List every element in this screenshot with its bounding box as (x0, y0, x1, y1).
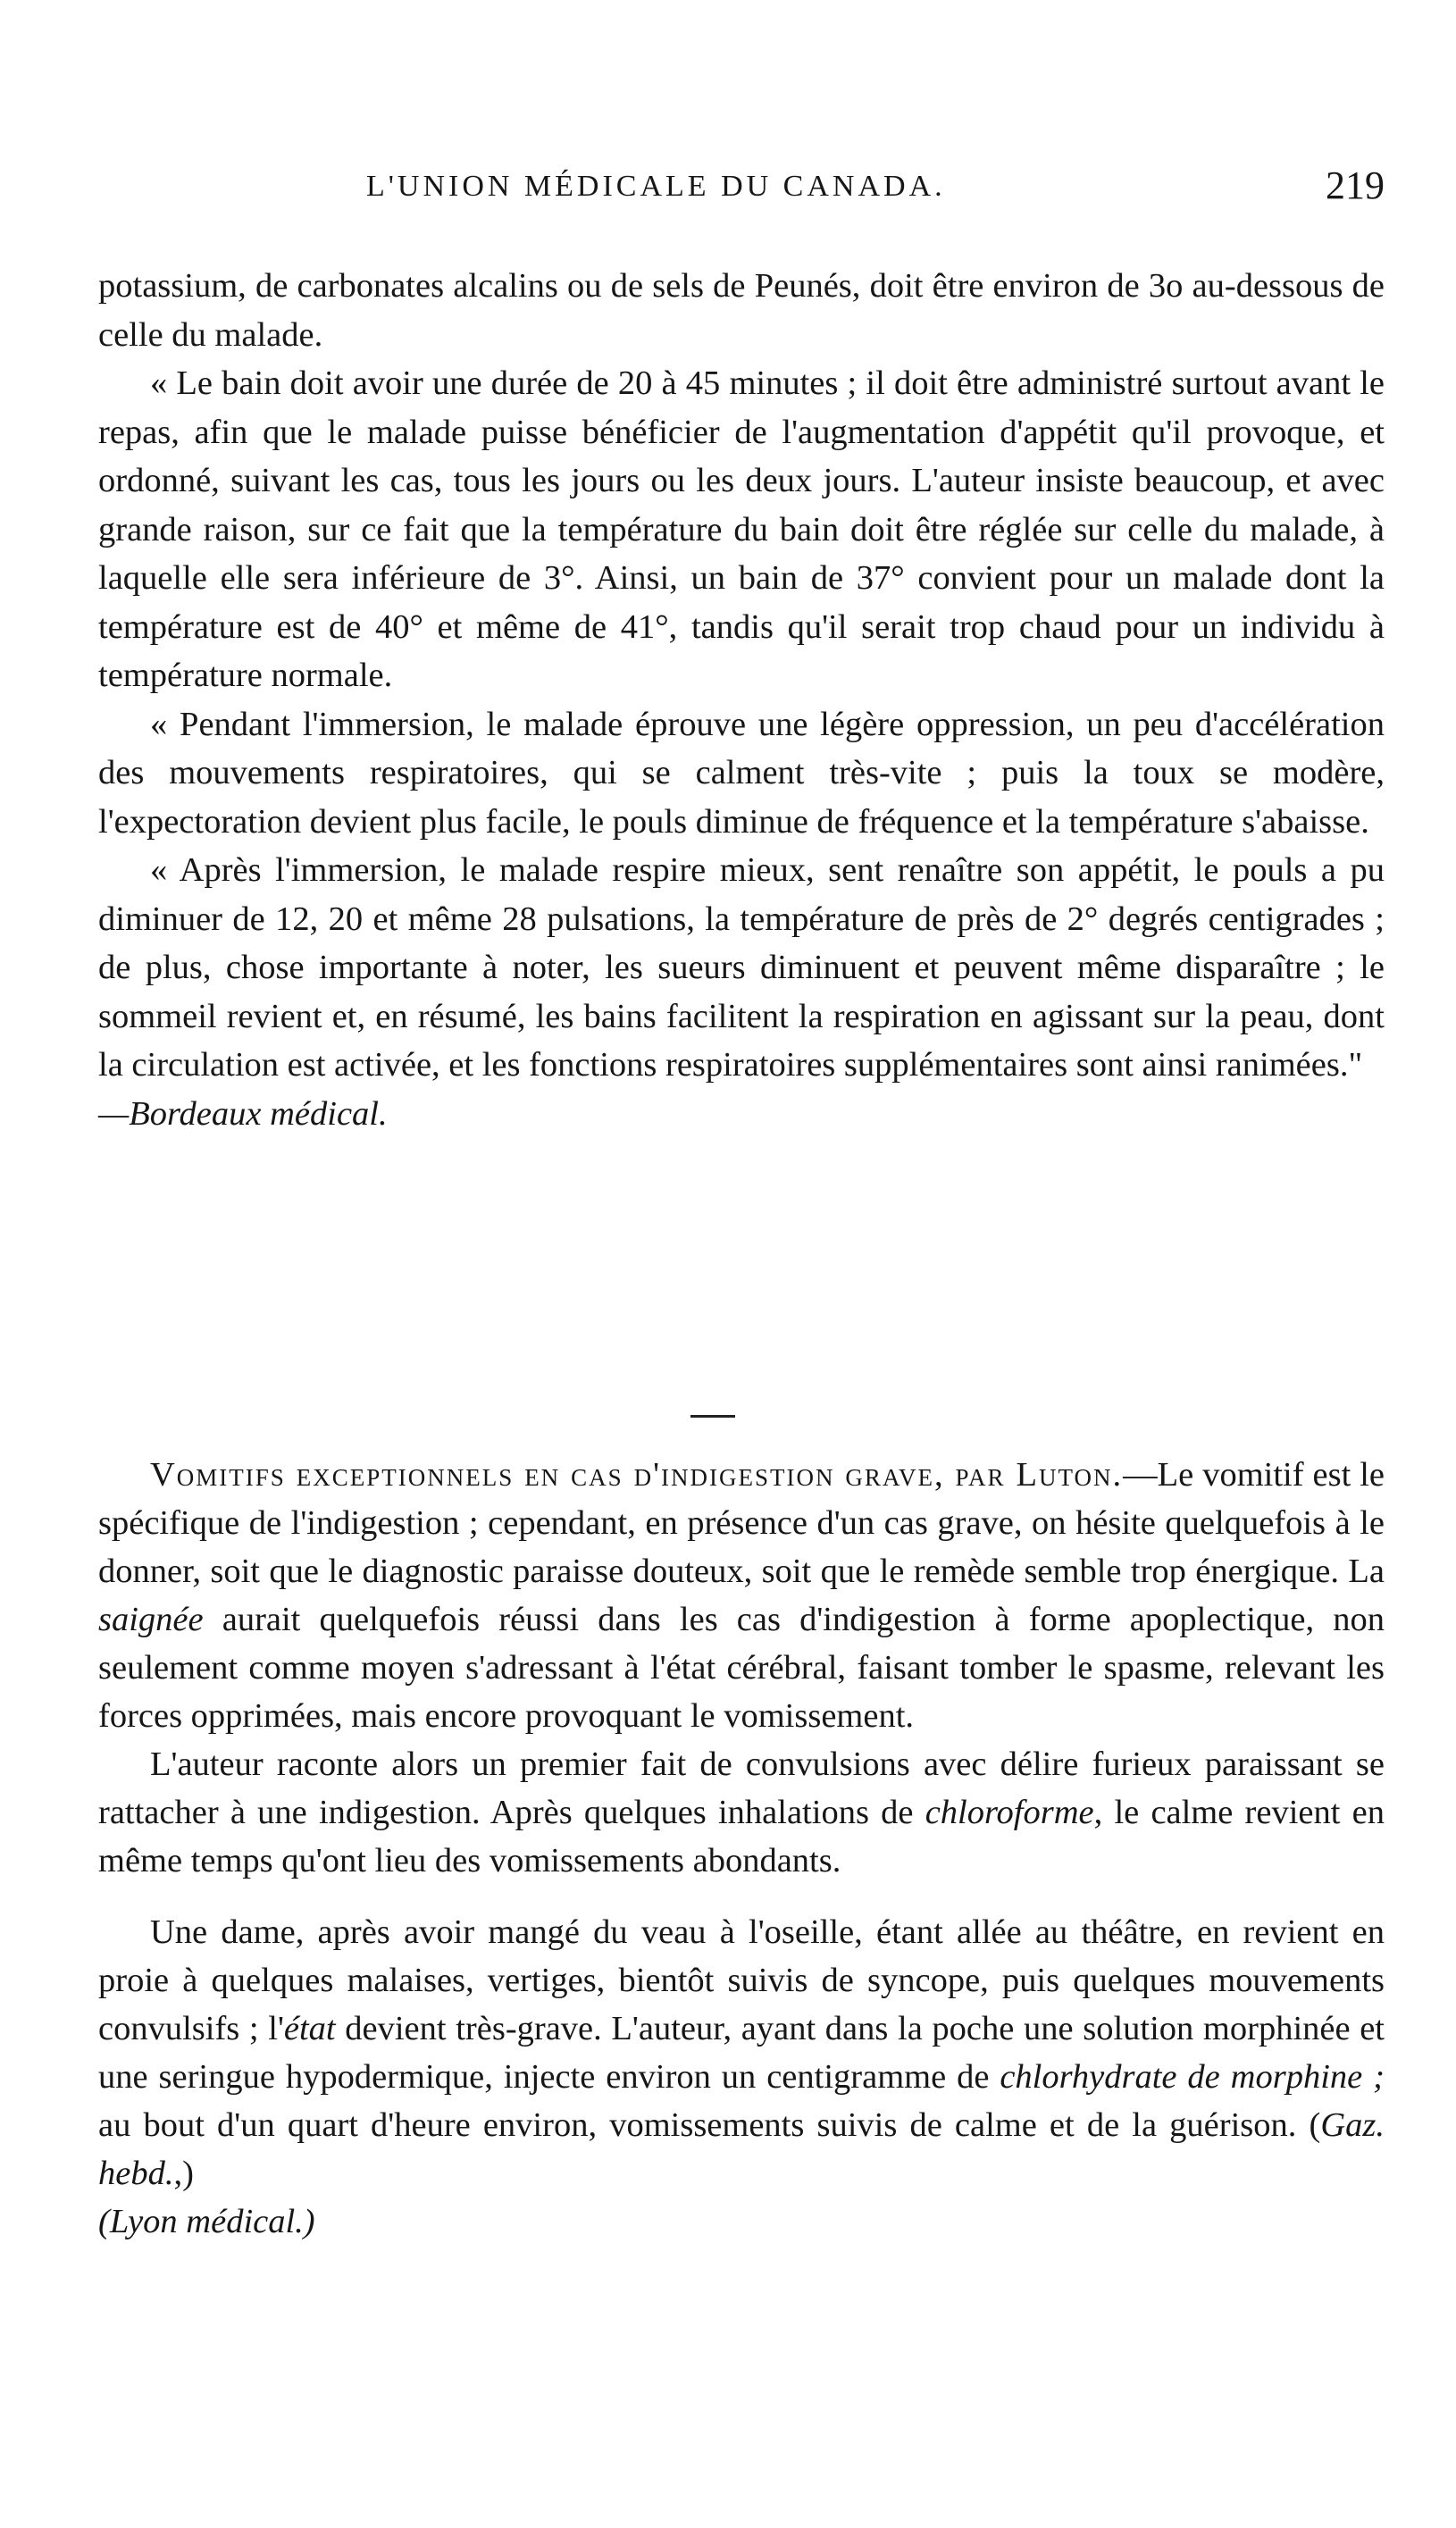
italic-term: chlorhydrate de morphine ; (1000, 2058, 1385, 2096)
paragraph: potassium, de carbonates alcalins ou de sels de Peunés, doit être environ de 3o au-dessous de celle du malade. (98, 267, 1385, 354)
vomitifs-article (98, 1451, 1385, 2246)
page-number: 219 (1326, 163, 1385, 207)
source-citation: —Bordeaux médical. (98, 1094, 388, 1133)
paragraph (98, 1740, 1385, 1885)
paragraph: « Après l'immersion, le malade respire mieux, sent renaître son appétit, le pouls a pu diminuer de 12, 20 et même 28 pulsations, la température de près de 2° degrés centigrades ; de plus, chose importante à noter, les sueurs diminuent et peuvent même disparaître ; le sommeil revient et, en résumé, les bains facilitent la respiration en agissant sur la peau, dont la circulation est activée, et les fonctions respiratoires supplémentaires sont ainsi ranimées." (98, 851, 1385, 1084)
text-run: ,) (173, 2155, 194, 2192)
text-run: au bout d'un quart d'heure environ, vomissements suivis de calme et de la guérison. ( (98, 2106, 1321, 2144)
text-run: L'auteur raconte alors un premier fait de convulsions avec délire furieux paraissant se rattacher à une indigestion. Après quelques inhalations de (98, 1745, 1385, 1831)
text-run: —Le vomitif est le spécifique de l'indigestion ; cependant, en présence d'un cas grave, on hésite quelquefois à le donner, soit que le diagnostic paraisse douteux, soit que le remède semble trop énergique. La (98, 1456, 1385, 1590)
running-head: L'UNION MÉDICALE DU CANADA. (366, 170, 946, 203)
bath-therapy-article (98, 262, 1385, 1138)
italic-term: Gaz. hebd. (98, 2106, 1385, 2192)
italic-term: saignée (98, 1601, 204, 1638)
paragraph: « Le bain doit avoir une durée de 20 à 45 minutes ; il doit être administré surtout avant le repas, afin que le malade puisse bénéficier de l'augmentation d'appétit qu'il provoque, et ordonné, suivant les cas, tous les jours ou les deux jours. L'auteur insiste beaucoup, et avec grande raison, sur ce fait que la température du bain doit être réglée sur celle du malade, à laquelle elle sera inférieure de 3°. Ainsi, un bain de 37° convient pour un malade dont la température est de 40° et même de 41°, tandis qu'il serait trop chaud pour un individu à température normale. (98, 364, 1385, 694)
paragraph (98, 1451, 1385, 1740)
text-run: aurait quelquefois réussi dans les cas d'indigestion à forme apoplectique, non seulement comme moyen s'adressant à l'état cérébral, faisant tomber le spasme, relevant les forces opprimées, mais encore provoquant le vomissement. (98, 1601, 1385, 1735)
text-run: devient très-grave. L'auteur, ayant dans la poche une solution morphinée et une seringue hypodermique, injecte environ un centigramme de (98, 2010, 1385, 2096)
paragraph: « Pendant l'immersion, le malade éprouve une légère oppression, un peu d'accélération des mouvements respiratoires, qui se calment très-vite ; puis la toux se modère, l'expectoration devient plus facile, le pouls diminue de fréquence et la température s'abaisse. (98, 705, 1385, 841)
page-header (98, 163, 1385, 216)
article-title: Vomitifs exceptionnels en cas d'indigestion grave, par Luton. (150, 1456, 1124, 1494)
section-divider (690, 1415, 735, 1418)
paragraph (98, 1908, 1385, 2197)
italic-term: chloroforme (925, 1794, 1094, 1831)
text-run: , le calme revient en même temps qu'ont lieu des vomissements abondants. (98, 1794, 1385, 1879)
text-run: Une dame, après avoir mangé du veau à l'oseille, étant allée au théâtre, en revient en proie à quelques malaises, vertiges, bientôt suivis de syncope, puis quelques mouvements convulsifs ; l' (98, 1913, 1385, 2047)
italic-term: état (283, 2010, 336, 2047)
source-citation: (Lyon médical.) (98, 2203, 315, 2240)
